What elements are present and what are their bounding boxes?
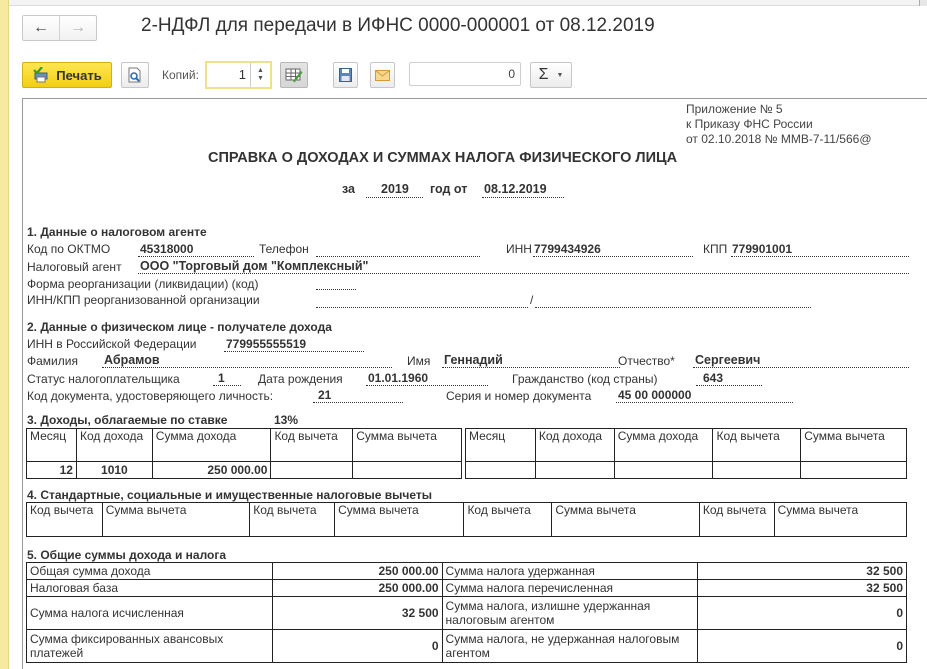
agent-value[interactable]: ООО "Торговый дом "Комплексный" — [140, 259, 369, 273]
arrow-left-icon: ← — [33, 19, 49, 36]
deduction-sum-3: Сумма вычета — [552, 503, 700, 537]
agent-inn-underline — [533, 256, 693, 257]
copies-input[interactable] — [205, 61, 272, 89]
floppy-disk-icon — [339, 68, 352, 82]
spin-down-icon: ▼ — [257, 75, 264, 82]
printer-check-icon — [32, 67, 50, 83]
patronymic-underline — [693, 367, 909, 368]
oktmo-label: Код по ОКТМО — [27, 242, 111, 256]
period-prefix: за — [342, 182, 356, 196]
appendix-line1: Приложение № 5 — [686, 102, 783, 116]
edit-table-button[interactable] — [280, 62, 308, 88]
tax-base-value[interactable]: 250 000.00 — [272, 580, 442, 597]
deductions-table — [26, 502, 907, 537]
cell-empty[interactable] — [535, 462, 614, 479]
col-deduction-code-2: Код вычета — [713, 429, 801, 462]
reorg-kpp-underline — [535, 307, 811, 308]
navigation-buttons — [22, 15, 97, 41]
deduction-sum-1: Сумма вычета — [102, 503, 250, 537]
report-date[interactable]: 08.12.2019 — [484, 182, 547, 196]
doc-code-underline — [313, 402, 403, 403]
section2-heading: 2. Данные о физическом лице - получателе дохода — [27, 320, 332, 334]
cell-empty[interactable] — [466, 462, 536, 479]
agent-underline — [138, 273, 909, 274]
doc-code-label: Код документа, удостоверяющего личность: — [27, 389, 274, 403]
section4-heading: 4. Стандартные, социальные и имущественные налоговые вычеты — [27, 488, 432, 502]
appendix-note — [686, 102, 872, 147]
top-strip-scroll — [919, 0, 927, 6]
col-deduction-sum: Сумма вычета — [353, 429, 462, 462]
table-row — [27, 597, 907, 630]
document-title: СПРАВКА О ДОХОДАХ И СУММАХ НАЛОГА ФИЗИЧЕСКОГО ЛИЦА — [208, 150, 678, 166]
row-income-code[interactable]: 1010 — [76, 462, 152, 479]
reorg-form-label: Форма реорганизации (ликвидации) (код) — [27, 277, 259, 291]
name-underline — [442, 367, 620, 368]
agent-label: Налоговый агент — [27, 260, 122, 274]
citizenship-label: Гражданство (код страны) — [512, 372, 658, 386]
tax-calculated-label: Сумма налога исчисленная — [27, 597, 273, 630]
deduction-code-3: Код вычета — [464, 503, 552, 537]
doc-code-value[interactable]: 21 — [318, 388, 332, 402]
tax-overwithheld-label: Сумма налога, излишне удержанная налоговым агентом — [442, 597, 698, 630]
agent-kpp-underline — [731, 256, 909, 257]
sigma-icon: Σ — [538, 66, 549, 83]
agent-inn-value[interactable]: 7799434926 — [534, 242, 601, 256]
table-row — [27, 580, 907, 597]
surname-value[interactable]: Абрамов — [104, 353, 160, 367]
agent-kpp-label: КПП — [703, 242, 728, 256]
section5-heading: 5. Общие суммы дохода и налога — [27, 548, 227, 562]
table-row — [27, 563, 907, 580]
deduction-sum-2: Сумма вычета — [335, 503, 464, 537]
fixed-advance-value[interactable]: 0 — [272, 630, 442, 663]
tax-withheld-label: Сумма налога удержанная — [442, 563, 698, 580]
row-deduction-code[interactable] — [271, 462, 353, 479]
tax-transferred-label: Сумма налога перечисленная — [442, 580, 698, 597]
birth-underline — [366, 385, 488, 386]
doc-number-label: Серия и номер документа — [446, 389, 592, 403]
name-label: Имя — [407, 354, 431, 368]
surname-label: Фамилия — [27, 354, 78, 368]
totals-table — [26, 562, 907, 663]
year-underline — [366, 197, 423, 198]
row-month[interactable]: 12 — [27, 462, 77, 479]
table-edit-icon — [285, 67, 303, 83]
table-row — [27, 462, 462, 479]
col-income-code-2: Код дохода — [535, 429, 614, 462]
sum-mode-dropdown[interactable] — [530, 62, 572, 88]
window-title: 2-НДФЛ для передачи в ИФНС 0000-000001 от 08.12.2019 — [141, 15, 655, 36]
oktmo-value[interactable]: 45318000 — [140, 242, 194, 256]
table-row — [466, 462, 907, 479]
row-income-sum[interactable]: 250 000.00 — [152, 462, 271, 479]
report-year[interactable]: 2019 — [381, 182, 409, 196]
tax-transferred-value[interactable]: 32 500 — [698, 580, 907, 597]
col-month-2: Месяц — [466, 429, 536, 462]
print-label: Печать — [56, 67, 102, 83]
tax-overwithheld-value[interactable]: 0 — [698, 597, 907, 630]
patronymic-label: Отчество* — [618, 354, 675, 368]
deduction-sum-4: Сумма вычета — [774, 503, 906, 537]
col-deduction-code: Код вычета — [271, 429, 353, 462]
income-table-left — [26, 428, 462, 479]
cell-empty[interactable] — [713, 462, 801, 479]
col-deduction-sum-2: Сумма вычета — [801, 429, 907, 462]
tax-rate: 13% — [274, 413, 299, 427]
person-inn-value[interactable]: 779955555519 — [226, 337, 307, 351]
forward-button[interactable] — [60, 16, 96, 40]
send-email-button[interactable] — [370, 62, 395, 88]
doc-number-underline — [616, 402, 793, 403]
date-prefix: год от — [430, 182, 468, 196]
copies-label: Копий: — [162, 68, 199, 82]
birth-label: Дата рождения — [258, 372, 343, 386]
sum-field[interactable]: 0 — [409, 62, 521, 86]
citizenship-underline — [696, 385, 762, 386]
col-income-code: Код дохода — [76, 429, 152, 462]
spin-up-icon: ▲ — [257, 67, 264, 74]
phone-label: Телефон — [259, 242, 309, 256]
name-value[interactable]: Геннадий — [444, 353, 503, 367]
income-table-right — [465, 428, 907, 479]
col-income-sum-2: Сумма дохода — [614, 429, 713, 462]
tax-calculated-value[interactable]: 32 500 — [272, 597, 442, 630]
copies-value: 1 — [238, 67, 246, 82]
tax-not-withheld-label: Сумма налога, не удержанная налоговым агентом — [442, 630, 698, 663]
total-income-label: Общая сумма дохода — [27, 563, 273, 580]
tax-withheld-value[interactable]: 32 500 — [698, 563, 907, 580]
total-income-value[interactable]: 250 000.00 — [272, 563, 442, 580]
cell-empty[interactable] — [801, 462, 907, 479]
print-button[interactable] — [22, 62, 112, 88]
phone-underline — [316, 256, 480, 257]
agent-inn-label: ИНН — [506, 242, 532, 256]
preview-magnifier-icon — [128, 67, 142, 83]
person-inn-label: ИНН в Российской Федерации — [27, 337, 197, 351]
deduction-code-2: Код вычета — [250, 503, 335, 537]
doc-number-value[interactable]: 45 00 000000 — [618, 388, 692, 402]
reorg-form-underline — [316, 289, 356, 290]
status-underline — [213, 385, 241, 386]
table-row — [27, 630, 907, 663]
col-income-sum: Сумма дохода — [152, 429, 271, 462]
save-button[interactable] — [333, 62, 358, 88]
preview-button[interactable] — [121, 62, 149, 88]
agent-kpp-value[interactable]: 779901001 — [732, 242, 793, 256]
surname-underline — [102, 367, 392, 368]
person-inn-underline — [224, 351, 364, 352]
reorg-inn-kpp-label: ИНН/КПП реорганизованной организации — [27, 293, 260, 307]
deduction-code-4: Код вычета — [699, 503, 774, 537]
back-button[interactable] — [23, 16, 60, 40]
status-value[interactable]: 1 — [218, 371, 225, 385]
reorg-inn-underline — [316, 307, 528, 308]
section3-heading: 3. Доходы, облагаемые по ставке — [27, 413, 228, 427]
deduction-code-1: Код вычета — [27, 503, 103, 537]
oktmo-underline — [138, 256, 254, 257]
toolbar — [22, 60, 922, 88]
appendix-line2: к Приказу ФНС России — [686, 117, 813, 131]
section1-heading: 1. Данные о налоговом агенте — [27, 225, 207, 239]
chevron-down-icon: ▼ — [556, 71, 564, 79]
row-deduction-sum[interactable] — [353, 462, 462, 479]
col-month: Месяц — [27, 429, 77, 462]
tax-base-label: Налоговая база — [27, 580, 273, 597]
envelope-icon — [375, 70, 390, 81]
copies-spinner[interactable] — [250, 63, 270, 87]
fixed-advance-label: Сумма фиксированных авансовых платежей — [27, 630, 273, 663]
status-label: Статус налогоплательщика — [27, 372, 180, 386]
left-panel-strip — [0, 0, 9, 669]
cell-empty[interactable] — [614, 462, 713, 479]
patronymic-value[interactable]: Сергеевич — [695, 353, 761, 367]
tax-not-withheld-value[interactable]: 0 — [698, 630, 907, 663]
date-underline — [482, 197, 564, 198]
birth-value[interactable]: 01.01.1960 — [368, 371, 429, 385]
arrow-right-icon: → — [70, 19, 86, 36]
appendix-line3: от 02.10.2018 № ММВ-7-11/566@ — [686, 132, 872, 146]
reorg-separator: / — [530, 293, 534, 307]
citizenship-value[interactable]: 643 — [703, 371, 724, 385]
document-sheet — [22, 98, 927, 669]
top-tab-strip — [9, 0, 919, 6]
